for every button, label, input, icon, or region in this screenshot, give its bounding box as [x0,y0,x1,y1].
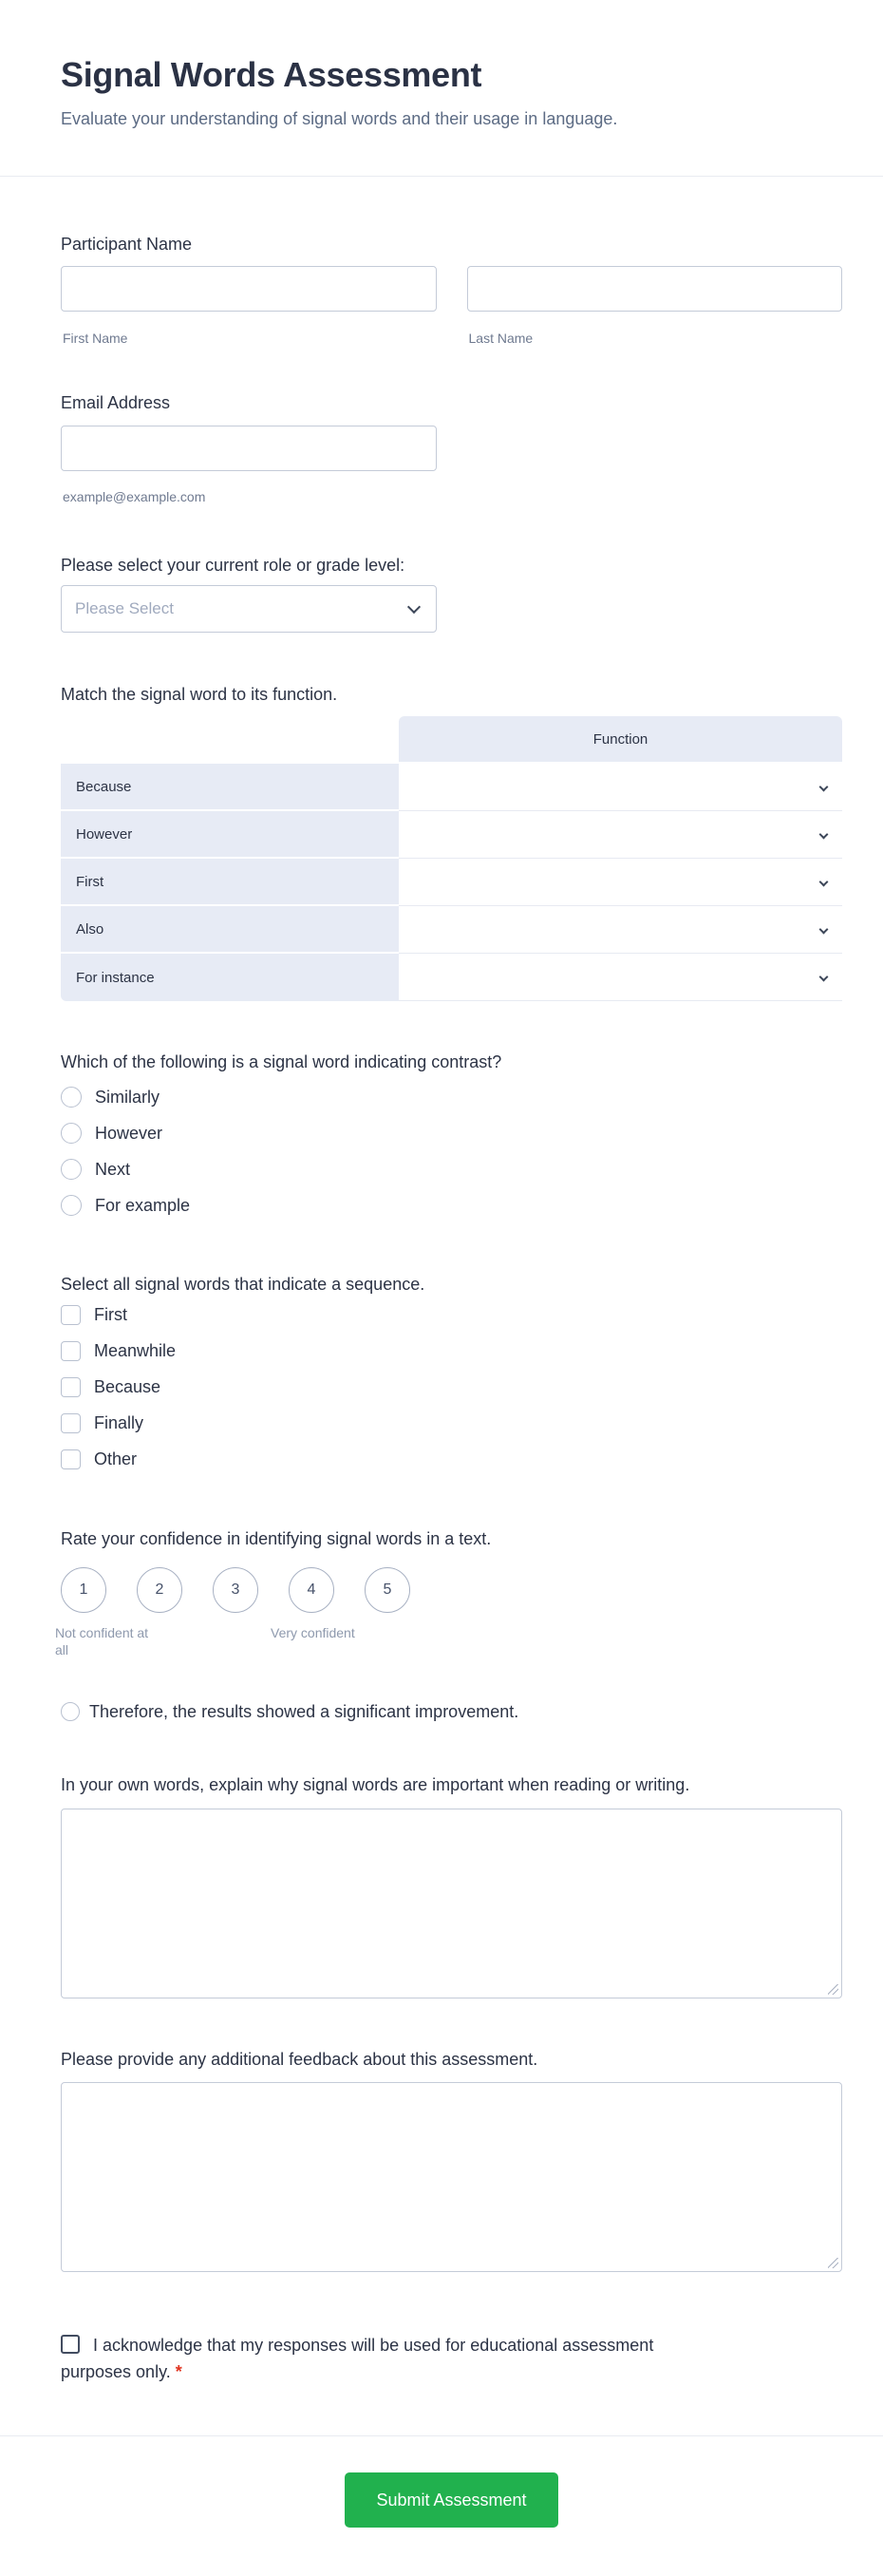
explanation-label: In your own words, explain why signal words are important when reading or writing. [61,1775,690,1794]
contrast-options [61,1086,842,1217]
question-matrix [61,683,842,1001]
required-asterisk: * [175,2362,182,2381]
checkbox-option[interactable] [61,1411,842,1434]
radio-option-label: For example [95,1196,191,1215]
email-sublabel: example@example.com [63,489,206,504]
checkbox-option-label: Meanwhile [94,1341,177,1360]
radio-button[interactable] [61,1159,82,1180]
chevron-down-icon [407,600,421,614]
matrix-row-label: Also [61,906,399,954]
checkbox-option-label: First [94,1305,127,1324]
checkbox[interactable] [61,1449,81,1469]
matrix-answer-select[interactable] [399,906,842,954]
radio-option[interactable] [61,1122,842,1145]
matrix-table [61,716,842,1001]
explanation-textarea[interactable] [61,1809,842,1998]
matrix-row-label: For instance [61,954,399,1001]
matrix-header-row [61,716,842,762]
question-sequence [61,1273,842,1470]
feedback-textarea-wrap [61,2082,842,2272]
radio-option-label: Similarly [95,1088,160,1107]
acknowledgment-label: I acknowledge that my responses will be used for educational assessment purposes only. [61,2336,654,2381]
scale-labels [55,1624,842,1658]
checkbox-option-label: Because [94,1377,161,1396]
matrix-row-label: However [61,811,399,859]
radio-button[interactable] [61,1087,82,1108]
checkbox-option[interactable] [61,1303,842,1326]
email-label: Email Address [61,393,171,412]
sequence-options [61,1303,842,1470]
radio-option-label: However [95,1124,163,1143]
question-feedback [61,2048,842,2272]
question-confidence [55,1527,842,1658]
scale-option-3[interactable]: 3 [213,1567,258,1613]
first-name-input[interactable] [61,266,437,312]
scale-min-label: Not confident at all [55,1625,149,1657]
resize-handle-icon[interactable] [828,1984,838,1995]
participant-name-label: Participant Name [61,235,193,254]
chevron-down-icon [819,830,829,840]
contrast-label: Which of the following is a signal word indicating contrast? [61,1052,502,1071]
feedback-label: Please provide any additional feedback about this assessment. [61,2050,538,2069]
sentence-body: the results showed a significant improvement. [173,1702,519,1721]
checkbox[interactable] [61,1305,81,1325]
first-name-sublabel: First Name [63,331,128,346]
matrix-row [61,764,842,811]
matrix-answer-select[interactable] [399,764,842,811]
chevron-down-icon [819,878,829,887]
footer-divider [0,2435,883,2436]
email-input[interactable] [61,426,437,471]
radio-option[interactable] [61,1194,842,1217]
sentence-option-label: Therefore, [89,1702,169,1721]
submit-row [61,2472,842,2528]
radio-option-label: Next [95,1160,131,1179]
name-sublabels [61,330,842,347]
matrix-row-label: Because [61,764,399,811]
radio-button[interactable] [61,1702,80,1721]
matrix-answer-select[interactable] [399,811,842,859]
chevron-down-icon [819,925,829,935]
matrix-answer-select[interactable] [399,954,842,1001]
matrix-row [61,954,842,1001]
confidence-label: Rate your confidence in identifying signal words in a text. [61,1529,492,1548]
matrix-label: Match the signal word to its function. [61,685,338,704]
last-name-input[interactable] [467,266,843,312]
scale-option-2[interactable]: 2 [137,1567,182,1613]
page-subtitle: Evaluate your understanding of signal words and their usage in language. [61,109,618,128]
question-contrast [61,1051,842,1217]
page-title: Signal Words Assessment [61,55,482,94]
matrix-row [61,859,842,906]
form-body [0,233,883,2576]
radio-option[interactable] [61,1158,842,1181]
radio-button[interactable] [61,1195,82,1216]
checkbox-option[interactable] [61,1448,842,1470]
question-explanation [61,1773,842,1998]
chevron-down-icon [819,973,829,982]
scale-option-5[interactable]: 5 [365,1567,410,1613]
confidence-scale [61,1567,842,1613]
question-email [61,391,842,505]
matrix-row [61,811,842,859]
explanation-textarea-wrap [61,1809,842,1998]
chevron-down-icon [819,783,829,792]
submit-button[interactable]: Submit Assessment [345,2472,557,2528]
matrix-row-label: First [61,859,399,906]
question-role [61,554,842,633]
matrix-column-header: Function [399,716,842,762]
matrix-row [61,906,842,954]
checkbox-option-label: Other [94,1449,138,1468]
acknowledgment-checkbox[interactable] [61,2335,80,2354]
radio-option[interactable] [61,1086,842,1108]
checkbox[interactable] [61,1341,81,1361]
question-sentence [61,1700,842,1723]
role-select-placeholder: Please Select [75,599,174,617]
question-acknowledgment [61,2332,655,2385]
checkbox-option[interactable] [61,1375,842,1398]
sequence-label: Select all signal words that indicate a sequence. [61,1275,425,1294]
role-label: Please select your current role or grade level: [61,556,405,575]
matrix-header-spacer [61,716,399,762]
checkbox[interactable] [61,1413,81,1433]
resize-handle-icon[interactable] [828,2258,838,2268]
last-name-sublabel: Last Name [468,331,534,346]
radio-button[interactable] [61,1123,82,1144]
feedback-textarea[interactable] [61,2082,842,2272]
checkbox-option[interactable] [61,1339,842,1362]
form-header [0,0,883,177]
role-select[interactable] [61,585,437,633]
question-participant-name [61,233,842,347]
name-input-row [61,266,842,312]
matrix-answer-select[interactable] [399,859,842,906]
checkbox-option-label: Finally [94,1413,144,1432]
scale-max-label: Very confident [271,1625,355,1640]
scale-option-4[interactable]: 4 [289,1567,334,1613]
checkbox[interactable] [61,1377,81,1397]
sentence-text [89,1700,518,1723]
scale-option-1[interactable]: 1 [61,1567,106,1613]
